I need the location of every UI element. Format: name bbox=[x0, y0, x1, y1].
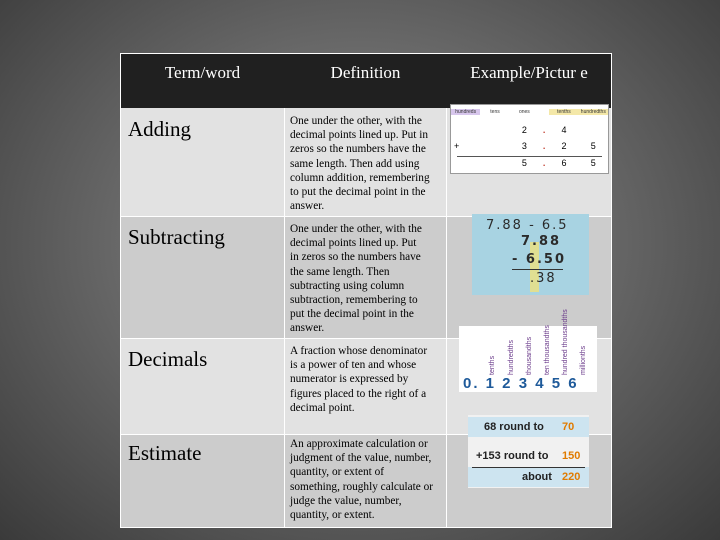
definition-estimate: An approximate calculation or judgment of the value, number, quantity, or extent of something, roughly calculate or judge the value, number, quantity, or extent. bbox=[290, 438, 434, 522]
digit: 4 bbox=[561, 125, 567, 135]
decimal-point: . bbox=[542, 125, 546, 135]
decimal-place-values bbox=[459, 309, 597, 392]
term-decimals: Decimals bbox=[128, 347, 208, 371]
term-subtracting: Subtracting bbox=[128, 225, 225, 249]
place-value-table bbox=[450, 104, 609, 174]
subtraction-bottom: - 6.50 bbox=[512, 252, 566, 267]
digit: 6 bbox=[561, 158, 567, 168]
estimate-r1-left: 68 round to bbox=[484, 421, 544, 433]
definition-subtracting: One under the other, with the decimal points lined up. Put in zeros so the numbers have the same length. Then subtracting using column subtraction, remembering to put the decimal point in the answer. bbox=[290, 223, 422, 335]
decimal-point: . bbox=[542, 141, 546, 151]
estimate-r2-left: +153 round to bbox=[476, 450, 549, 462]
plus-sign: + bbox=[454, 141, 460, 151]
subtraction-top: 7.88 bbox=[521, 234, 562, 249]
digit: 3 bbox=[521, 141, 527, 151]
digit: 2 bbox=[521, 125, 527, 135]
place-header: hundreds bbox=[451, 109, 480, 115]
estimate-r1-right: 70 bbox=[562, 421, 575, 433]
estimate-r2-right: 150 bbox=[562, 450, 581, 462]
digit: 5 bbox=[521, 158, 527, 168]
decimal-digits: 0. 1 2 3 4 5 6 bbox=[463, 375, 579, 392]
place-value-line bbox=[451, 158, 608, 168]
difference-line bbox=[512, 269, 563, 270]
sum-line bbox=[457, 156, 602, 157]
place-header: hundredths bbox=[579, 109, 608, 115]
digit bbox=[451, 158, 480, 168]
estimate-r3-right: 220 bbox=[562, 471, 581, 483]
place-header bbox=[539, 109, 549, 115]
place-header: ones bbox=[518, 109, 530, 115]
digit bbox=[480, 125, 509, 135]
definition-adding: One under the other, with the decimal points lined up. Put in zeros so the numbers have the same length. Then add using column addition, remembering to put the decimal point in the answer. bbox=[290, 115, 430, 213]
column-divider bbox=[284, 108, 285, 527]
subtraction-example bbox=[472, 214, 589, 295]
digit bbox=[480, 158, 509, 168]
place-label: tenths bbox=[489, 355, 496, 375]
place-label: millionths bbox=[580, 345, 587, 375]
column-divider bbox=[446, 108, 447, 527]
term-estimate: Estimate bbox=[128, 441, 202, 465]
decimal-point: . bbox=[542, 158, 546, 168]
place-header: tens bbox=[490, 109, 500, 115]
digit bbox=[579, 125, 608, 135]
place-label: ten thousandths bbox=[544, 325, 551, 375]
digit bbox=[480, 141, 509, 151]
digit bbox=[451, 125, 480, 135]
header-definition: Definition bbox=[284, 54, 447, 108]
place-label: thousandths bbox=[526, 336, 533, 375]
subtraction-result: .38 bbox=[530, 271, 557, 286]
digit: 5 bbox=[590, 141, 596, 151]
place-value-line bbox=[451, 141, 608, 151]
header-example: Example/Pictur e bbox=[447, 54, 611, 108]
place-value-header bbox=[451, 109, 608, 115]
digit: 2 bbox=[561, 141, 567, 151]
estimate-r3-left: about bbox=[522, 471, 552, 483]
term-adding: Adding bbox=[128, 117, 191, 141]
subtraction-problem: 7.88 - 6.5 bbox=[486, 218, 569, 233]
definition-decimals: A fraction whose denominator is a power of ten and whose numerator is expressed by figures placed to the right of a decimal point. bbox=[290, 345, 428, 414]
place-value-line bbox=[451, 125, 608, 135]
place-label: hundredths bbox=[508, 339, 515, 375]
digit: 5 bbox=[590, 158, 596, 168]
place-header: tenths bbox=[549, 109, 578, 115]
place-label: hundred thousandths bbox=[562, 309, 569, 375]
header-term: Term/word bbox=[121, 54, 284, 108]
estimate-example bbox=[468, 415, 589, 488]
